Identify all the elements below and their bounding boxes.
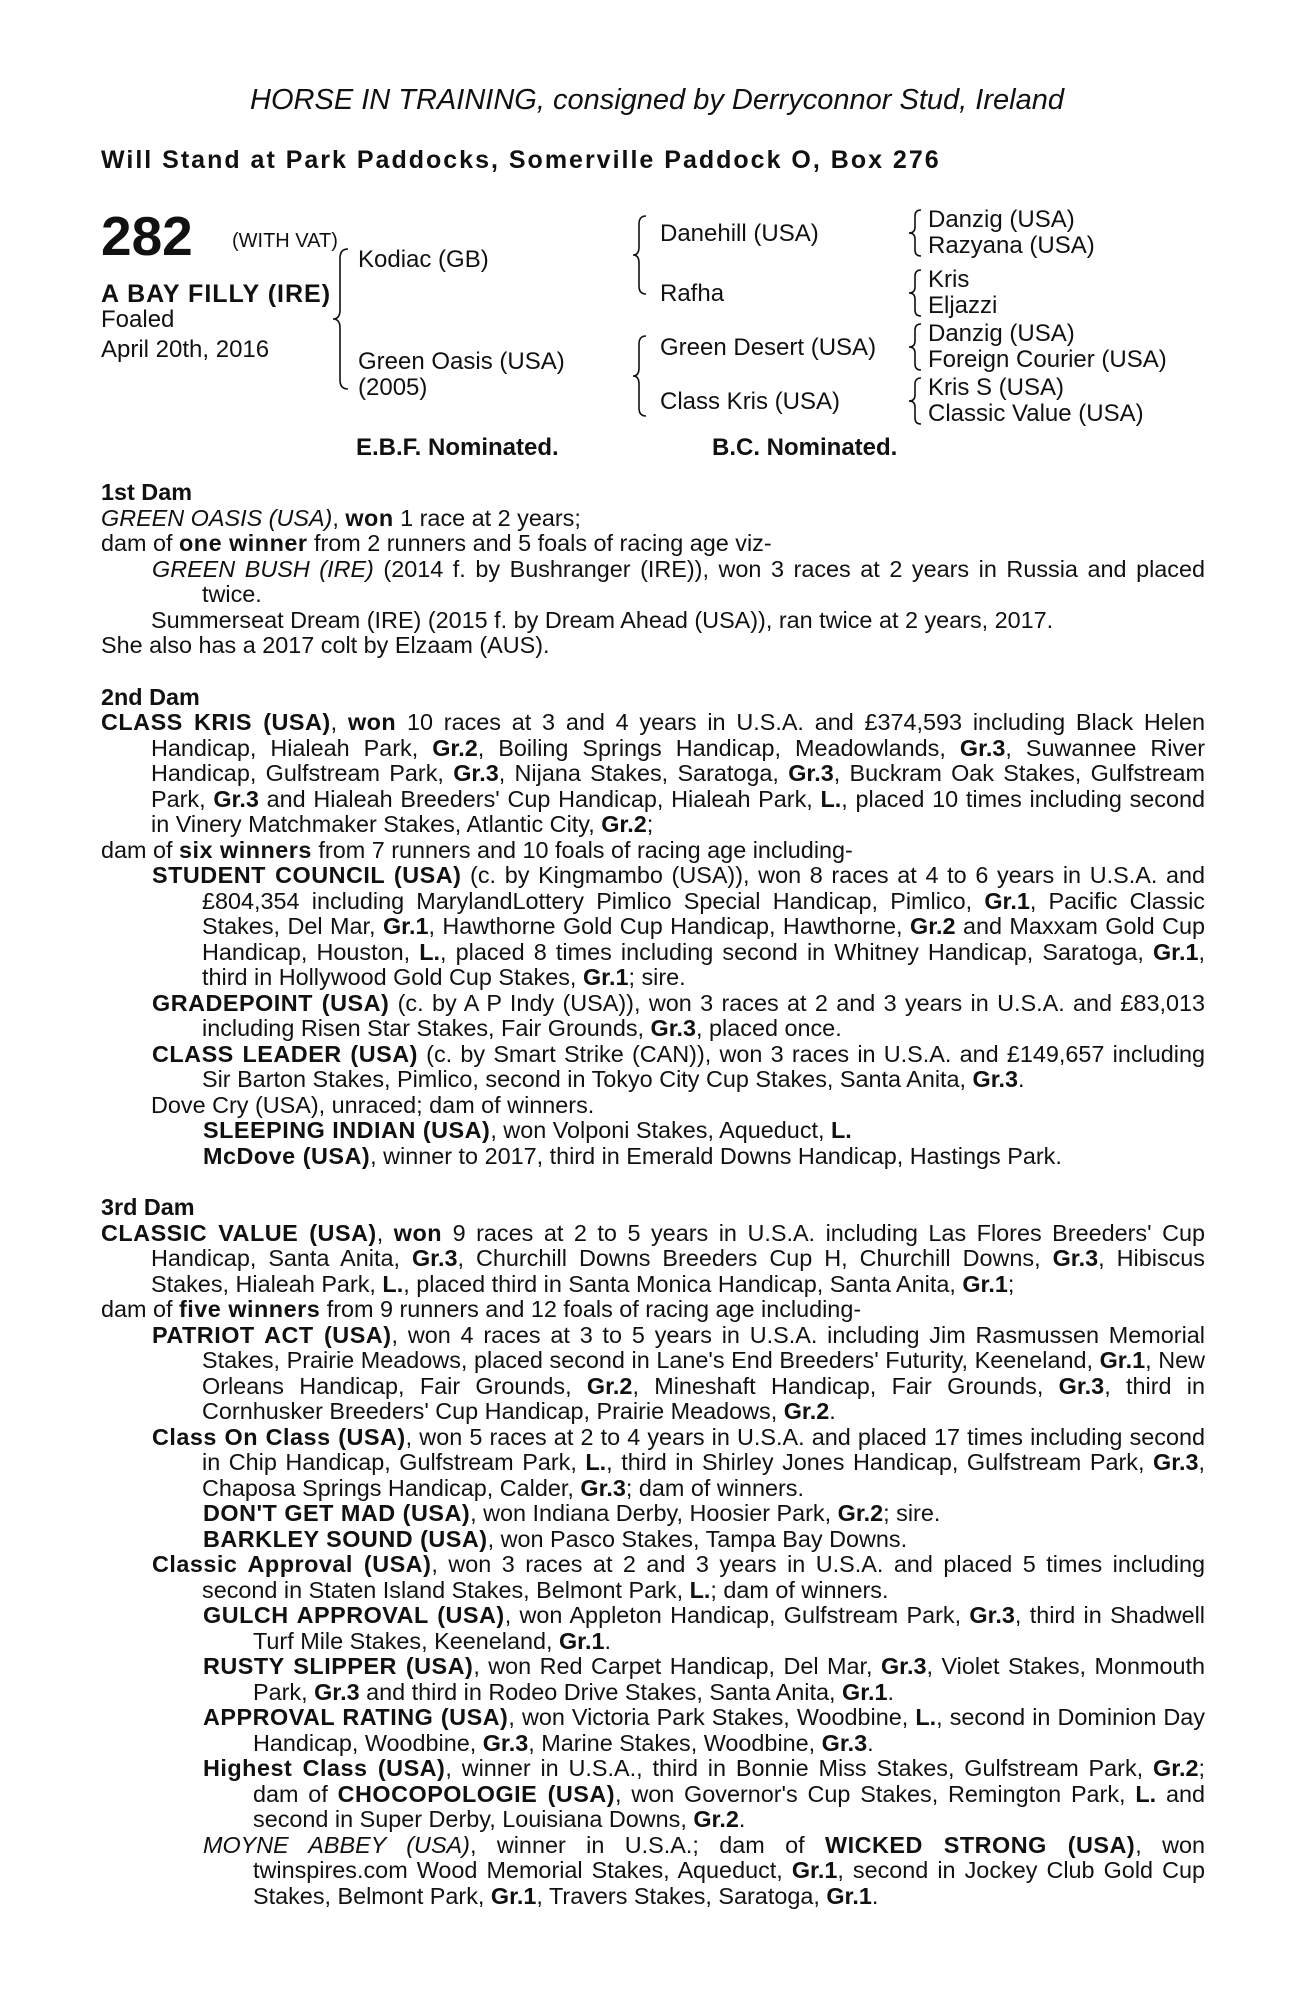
third-dam-entry: CLASSIC VALUE (USA), won 9 races at 2 to 5 years in U.S.A. including Las Flores Breeders' Cup Handicap, Santa Anita, Gr.3, Churchill Downs Breeders Cup H, Churchill Downs, Gr.3, Hibiscus Stakes, Hialeah Park, L., placed third in Santa Monica Handicap, Santa Anita, Gr.1; — [101, 1219, 1205, 1297]
catalogue-body — [101, 480, 1205, 1909]
horse-name: A BAY FILLY (IRE) — [101, 280, 332, 308]
pedigree-sire-sire: Danehill (USA) — [660, 220, 819, 247]
pedigree-ggp-2: Razyana (USA) — [928, 232, 1095, 259]
produce-dont-get-mad: DON'T GET MAD (USA), won Indiana Derby, Hoosier Park, Gr.2; sire. — [203, 1500, 941, 1526]
produce-2017-colt: She also has a 2017 colt by Elzaam (AUS). — [101, 632, 550, 658]
pedigree-brace-g2 — [906, 268, 926, 318]
produce-moyne-abbey: MOYNE ABBEY (USA), winner in U.S.A.; dam of WICKED STRONG (USA), won twinspires.com Wood Memorial Stakes, Aqueduct, Gr.1, second in Jockey Club Gold Cup Stakes, Belmont Park, Gr.1, Travers Stakes, Saratoga, Gr.1. — [203, 1831, 1205, 1909]
pedigree-dam-year: (2005) — [358, 374, 428, 401]
pedigree-sire-dam: Rafha — [660, 280, 725, 307]
pedigree-brace-sire — [630, 214, 652, 296]
lot-number: 282 — [101, 205, 193, 267]
pedigree-sire: Kodiac (GB) — [358, 246, 489, 273]
third-dam-heading: 3rd Dam — [101, 1194, 195, 1220]
ebf-nomination: E.B.F. Nominated. — [356, 434, 559, 461]
produce-barkley-sound: BARKLEY SOUND (USA), won Pasco Stakes, Tampa Bay Downs. — [203, 1525, 908, 1552]
pedigree-brace-g4 — [906, 376, 926, 426]
second-dam-heading: 2nd Dam — [101, 683, 200, 710]
second-dam-entry: CLASS KRIS (USA), won 10 races at 3 and 4 years in U.S.A. and £374,593 including Black Helen Handicap, Hialeah Park, Gr.2, Boiling Springs Handicap, Meadowlands, Gr.3, Suwannee River Handicap, Gulfstream Park, Gr.3, Nijana Stakes, Saratoga, Gr.3, Buckram Oak Stakes, Gulfstream Park, Gr.3 and Hialeah Breeders' Cup Handicap, Hialeah Park, L., placed 10 times including second in Vinery Matchmaker Stakes, Atlantic City, Gr.2; — [101, 709, 1206, 837]
foaled-date: April 20th, 2016 — [101, 336, 270, 363]
produce-gradepoint: GRADEPOINT (USA) (c. by A P Indy (USA)), won 3 races at 2 and 3 years in U.S.A. and £83,013 including Risen Star Stakes, Fair Grounds, Gr.3, placed once. — [152, 989, 1205, 1041]
first-dam-heading: 1st Dam — [101, 479, 193, 505]
produce-green-bush: GREEN BUSH (IRE) (2014 f. by Bushranger (IRE)), won 3 races at 2 years in Russia and placed twice. — [152, 555, 1205, 607]
produce-class-on-class: Class On Class (USA), won 5 races at 2 to 4 years in U.S.A. and placed 17 times including second in Chip Handicap, Gulfstream Park, L., third in Shirley Jones Handicap, Gulfstream Park, Gr.3, Chaposa Springs Handicap, Calder, Gr.3; dam of winners. — [152, 1423, 1206, 1501]
foaled-label: Foaled — [101, 306, 175, 333]
vat-note: (WITH VAT) — [232, 230, 338, 252]
produce-rusty-slipper: RUSTY SLIPPER (USA), won Red Carpet Handicap, Del Mar, Gr.3, Violet Stakes, Monmouth Park, Gr.3 and third in Rodeo Drive Stakes, Santa Anita, Gr.1. — [203, 1653, 1205, 1705]
pedigree-ggp-7: Kris S (USA) — [928, 374, 1065, 401]
pedigree-ggp-8: Classic Value (USA) — [928, 400, 1144, 427]
first-dam-produce-summary: dam of one winner from 2 runners and 5 foals of racing age viz- — [101, 530, 772, 556]
produce-approval-rating: APPROVAL RATING (USA), won Victoria Park Stakes, Woodbine, L., second in Dominion Day Handicap, Woodbine, Gr.3, Marine Stakes, Woodbine, Gr.3. — [203, 1704, 1205, 1756]
produce-student-council: STUDENT COUNCIL (USA) (c. by Kingmambo (USA)), won 8 races at 4 to 6 years in U.S.A. and £804,354 including MarylandLottery Pimlico Special Handicap, Pimlico, Gr.1, Pacific Classic Stakes, Del Mar, Gr.1, Hawthorne Gold Cup Handicap, Hawthorne, Gr.2 and Maxxam Gold Cup Handicap, Houston, L., placed 8 times including second in Whitney Handicap, Saratoga, Gr.1, third in Hollywood Gold Cup Stakes, Gr.1; sire. — [152, 862, 1206, 990]
second-dam-produce-summary: dam of six winners from 7 runners and 10 foals of racing age including- — [101, 836, 853, 863]
pedigree-brace-dam — [630, 334, 652, 418]
venue-line: Will Stand at Park Paddocks, Somerville Paddock O, Box 276 — [101, 146, 941, 174]
produce-sleeping-indian: SLEEPING INDIAN (USA), won Volponi Stakes, Aqueduct, L. — [203, 1117, 852, 1143]
pedigree-ggp-6: Foreign Courier (USA) — [928, 346, 1167, 373]
first-dam-entry: GREEN OASIS (USA), won 1 race at 2 years; — [101, 504, 581, 531]
bc-nomination: B.C. Nominated. — [712, 434, 898, 461]
pedigree-dam: Green Oasis (USA) — [358, 348, 565, 375]
pedigree-brace-g1 — [906, 208, 926, 258]
produce-patriot-act: PATRIOT ACT (USA), won 4 races at 3 to 5 years in U.S.A. including Jim Rasmussen Memorial Stakes, Prairie Meadows, placed second in Lane's End Breeders' Futurity, Keeneland, Gr.1, New Orleans Handicap, Fair Grounds, Gr.2, Mineshaft Handicap, Fair Grounds, Gr.3, third in Cornhusker Breeders' Cup Handicap, Prairie Meadows, Gr.2. — [152, 1321, 1205, 1424]
produce-highest-class: Highest Class (USA), winner in U.S.A., third in Bonnie Miss Stakes, Gulfstream Park, Gr.2; dam of CHOCOPOLOGIE (USA), won Governor's Cup Stakes, Remington Park, L. and second in Super Derby, Louisiana Downs, Gr.2. — [203, 1755, 1206, 1832]
pedigree-ggp-3: Kris — [928, 266, 970, 293]
pedigree-ggp-1: Danzig (USA) — [928, 206, 1075, 233]
produce-class-leader: CLASS LEADER (USA) (c. by Smart Strike (CAN)), won 3 races in U.S.A. and £149,657 including Sir Barton Stakes, Pimlico, second in Tokyo City Cup Stakes, Santa Anita, Gr.3. — [152, 1040, 1206, 1092]
pedigree-brace-g3 — [906, 322, 926, 372]
pedigree-ggp-4: Eljazzi — [928, 292, 998, 319]
pedigree-dam-sire: Green Desert (USA) — [660, 334, 877, 361]
produce-mcdove: McDove (USA), winner to 2017, third in Emerald Downs Handicap, Hastings Park. — [203, 1142, 1062, 1169]
pedigree-brace-main — [330, 246, 354, 392]
pedigree-dam-dam: Class Kris (USA) — [660, 388, 841, 415]
produce-gulch-approval: GULCH APPROVAL (USA), won Appleton Handicap, Gulfstream Park, Gr.3, third in Shadwell Turf Mile Stakes, Keeneland, Gr.1. — [203, 1602, 1205, 1654]
third-dam-produce-summary: dam of five winners from 9 runners and 12 foals of racing age including- — [101, 1296, 862, 1322]
produce-classic-approval: Classic Approval (USA), won 3 races at 2 and 3 years in U.S.A. and placed 5 times including second in Staten Island Stakes, Belmont Park, L.; dam of winners. — [152, 1551, 1205, 1603]
consignor-line: HORSE IN TRAINING, consigned by Derryconnor Stud, Ireland — [250, 84, 1064, 116]
pedigree-ggp-5: Danzig (USA) — [928, 320, 1075, 347]
produce-summerseat-dream: Summerseat Dream (IRE) (2015 f. by Dream Ahead (USA)), ran twice at 2 years, 2017. — [151, 606, 1054, 633]
produce-dove-cry: Dove Cry (USA), unraced; dam of winners. — [151, 1091, 595, 1118]
